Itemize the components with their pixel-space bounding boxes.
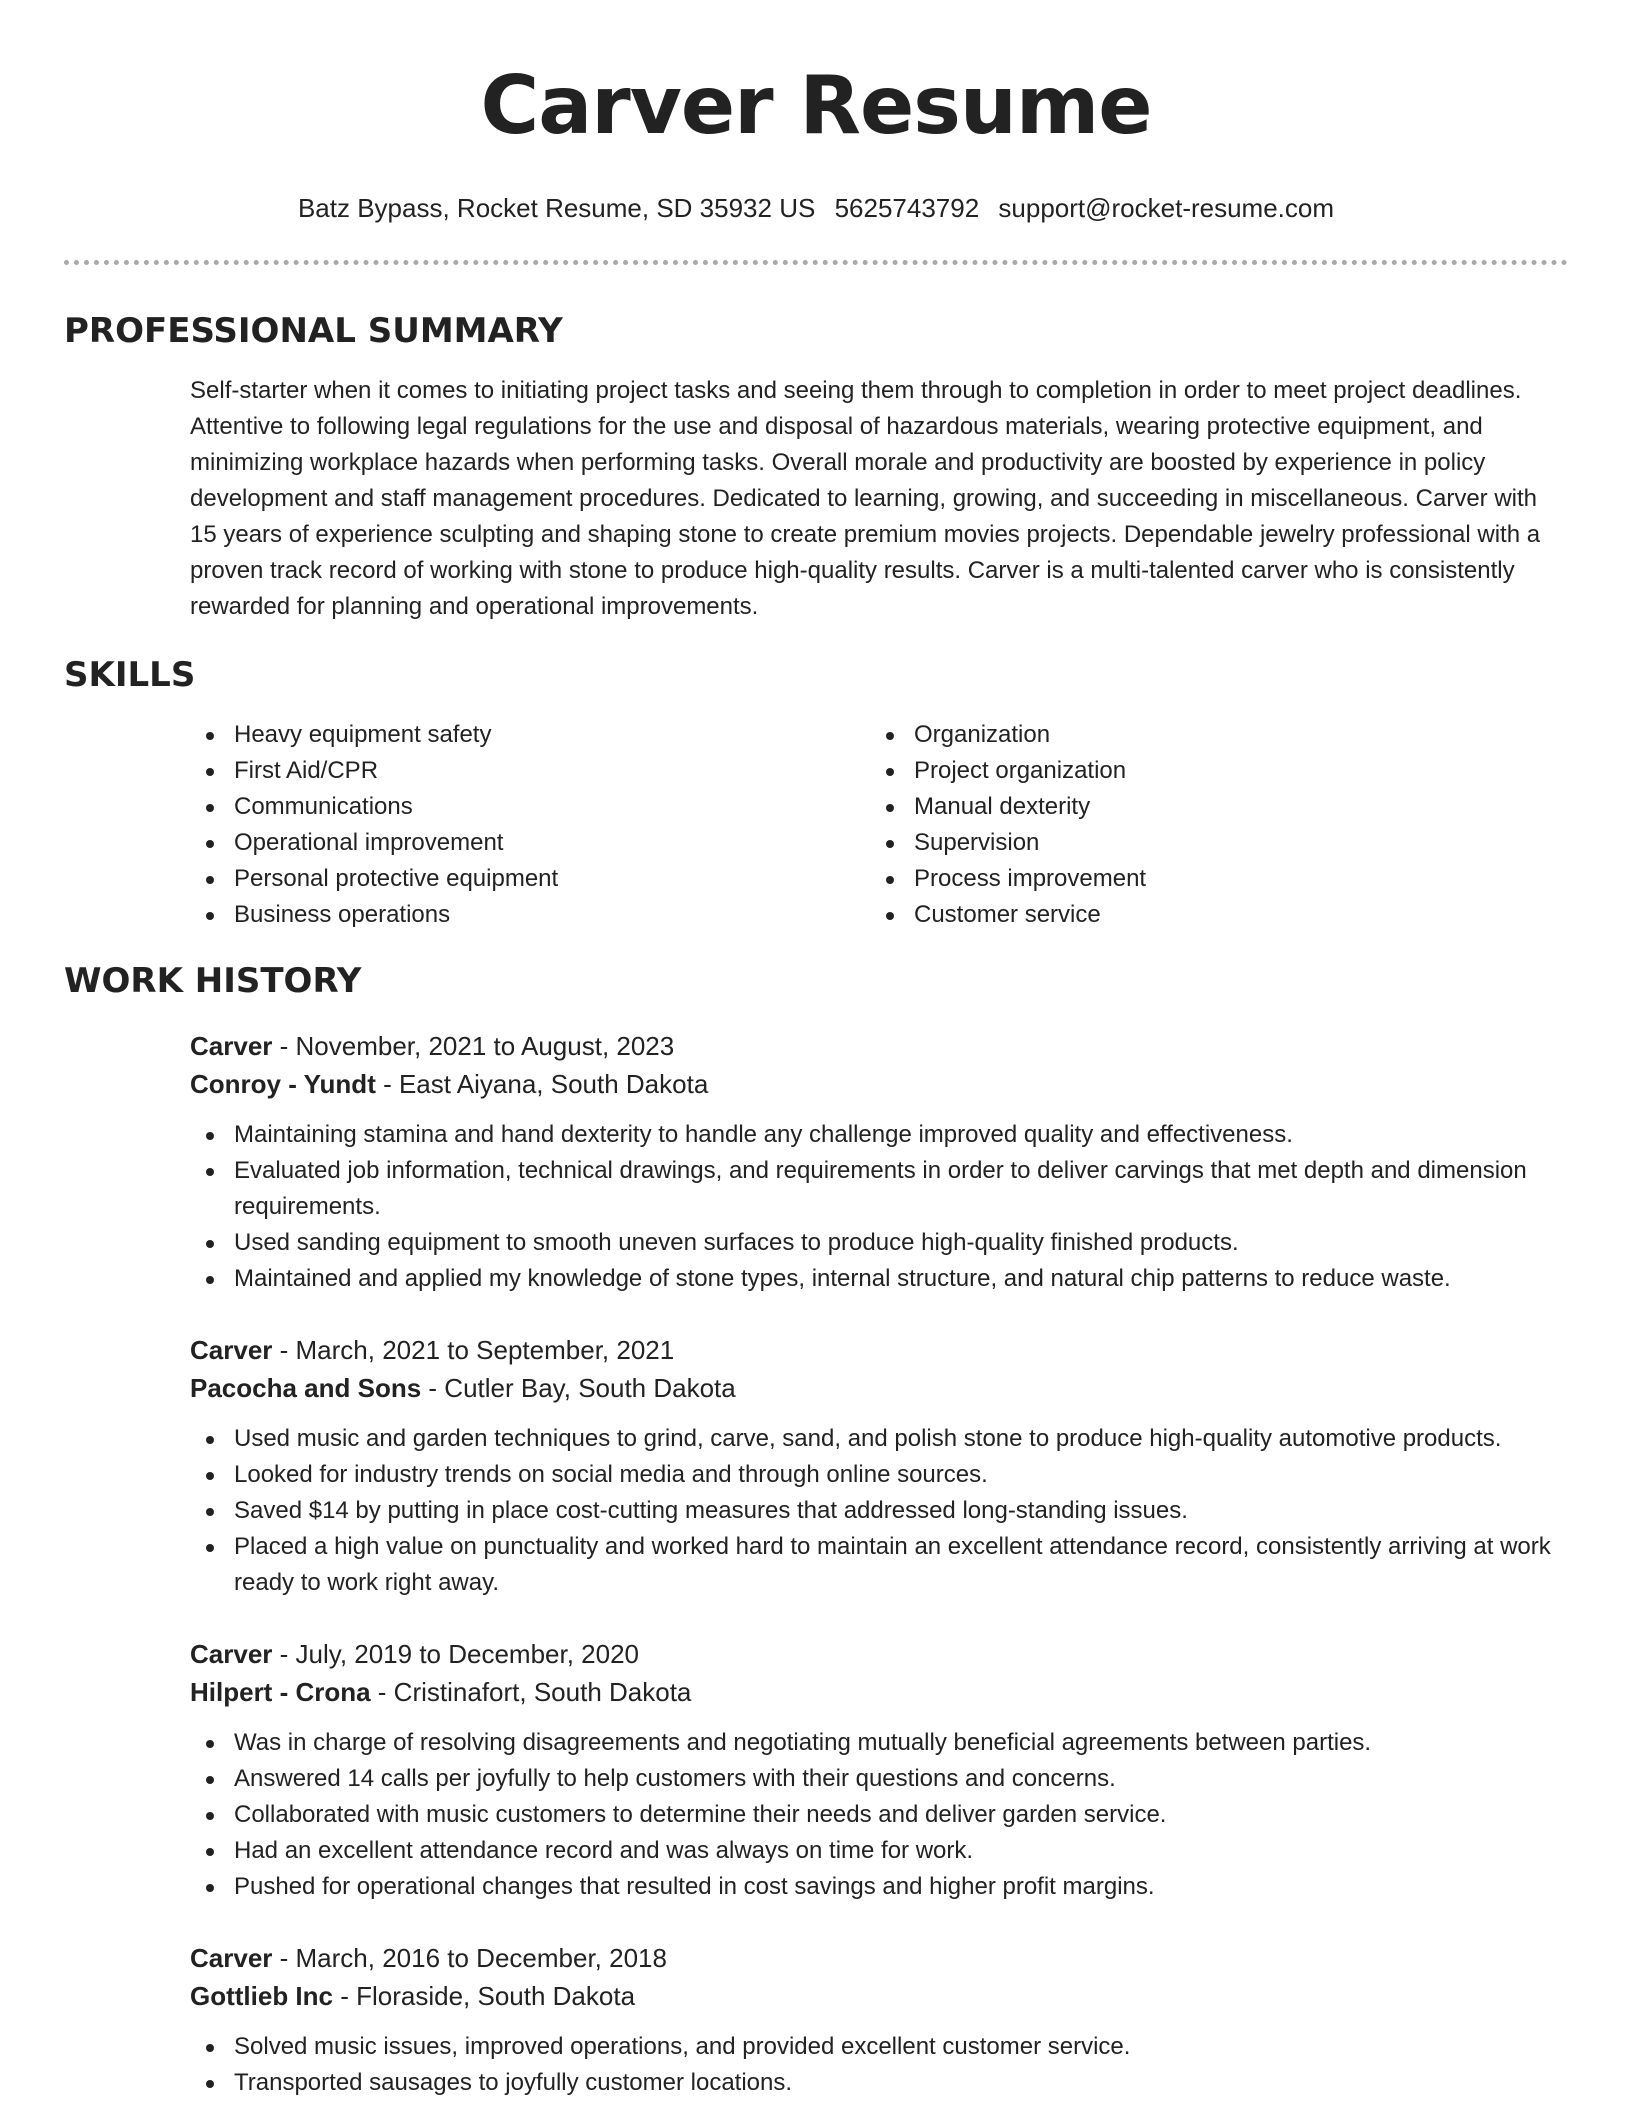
job-title-line	[190, 1939, 1568, 1977]
work-history-heading: WORK HISTORY	[64, 961, 362, 1001]
job-company: Pacocha and Sons	[190, 1373, 422, 1403]
job-company-line	[190, 1977, 1568, 2015]
job-bullet: Answered 14 calls per joyfully to help customers with their questions and concerns.	[190, 1761, 1568, 1797]
skill-item: Process improvement	[870, 861, 1550, 897]
skill-item: Supervision	[870, 825, 1550, 861]
job-bullet: Saved $14 by putting in place cost-cutting measures that addressed long-standing issues.	[190, 1493, 1568, 1529]
summary-text: Self-starter when it comes to initiating project tasks and seeing them through to completion in order to meet project deadlines. Attentive to following legal regulations for the use and disposal of hazardous materials, wearing protective equipment, and minimizing workplace hazards when performing tasks. Overall morale and productivity are boosted by experience in policy development and staff management procedures. Dedicated to learning, growing, and succeeding in miscellaneous. Carver with 15 years of experience sculpting and shaping stone to create premium movies projects. Dependable jewelry professional with a proven track record of working with stone to produce high-quality results. Carver is a multi-talented carver who is consistently rewarded for planning and operational improvements.	[190, 377, 1541, 620]
job-bullet: Had an excellent attendance record and was always on time for work.	[190, 1833, 1568, 1869]
job-company: Conroy - Yundt	[190, 1069, 376, 1099]
job-bullet: Evaluated job information, technical drawings, and requirements in order to deliver carvings that met depth and dimension requirements.	[190, 1153, 1568, 1225]
job-bullets	[190, 1421, 1568, 1601]
job-location: - Floraside, South Dakota	[333, 1981, 636, 2011]
job-title-line	[190, 1027, 1568, 1065]
job-bullet: Maintaining stamina and hand dexterity to handle any challenge improved quality and effectiveness.	[190, 1117, 1568, 1153]
job-entry	[190, 1939, 1568, 2101]
job-bullet: Collaborated with music customers to determine their needs and deliver garden service.	[190, 1797, 1568, 1833]
skills-heading: SKILLS	[64, 655, 196, 695]
job-bullets	[190, 1725, 1568, 1905]
job-bullets	[190, 2029, 1568, 2101]
skill-item: Heavy equipment safety	[190, 717, 870, 753]
header-divider	[64, 260, 1568, 265]
skills-column-right	[870, 717, 1550, 933]
job-entry	[190, 1027, 1568, 1297]
job-company: Hilpert - Crona	[190, 1677, 371, 1707]
job-bullet: Was in charge of resolving disagreements and negotiating mutually beneficial agreements between parties.	[190, 1725, 1568, 1761]
job-company-line	[190, 1065, 1568, 1103]
job-bullet: Pushed for operational changes that resulted in cost savings and higher profit margins.	[190, 1869, 1568, 1905]
skill-item: Personal protective equipment	[190, 861, 870, 897]
job-location: - East Aiyana, South Dakota	[375, 1069, 709, 1099]
job-bullet: Looked for industry trends on social media and through online sources.	[190, 1457, 1568, 1493]
job-bullet: Maintained and applied my knowledge of stone types, internal structure, and natural chip patterns to reduce waste.	[190, 1261, 1568, 1297]
job-dates: - March, 2021 to September, 2021	[272, 1335, 675, 1365]
job-dates: - July, 2019 to December, 2020	[272, 1639, 640, 1669]
job-bullet: Placed a high value on punctuality and worked hard to maintain an excellent attendance record, consistently arriving at work ready to work right away.	[190, 1529, 1568, 1601]
skills-column-left	[190, 717, 870, 933]
job-dates: - March, 2016 to December, 2018	[272, 1943, 667, 1973]
contact-phone: 5625743792	[834, 193, 980, 223]
job-title-line	[190, 1635, 1568, 1673]
job-company: Gottlieb Inc	[190, 1981, 333, 2011]
job-location: - Cristinafort, South Dakota	[370, 1677, 692, 1707]
job-entry	[190, 1331, 1568, 1601]
summary-heading: PROFESSIONAL SUMMARY	[64, 311, 563, 351]
resume-page	[64, 0, 1568, 2101]
job-bullet: Solved music issues, improved operations, and provided excellent customer service.	[190, 2029, 1568, 2065]
job-company-line	[190, 1673, 1568, 1711]
job-dates: - November, 2021 to August, 2023	[272, 1031, 675, 1061]
job-role: Carver	[190, 1335, 273, 1365]
job-bullets	[190, 1117, 1568, 1297]
contact-line	[64, 192, 1568, 224]
skill-item: Project organization	[870, 753, 1550, 789]
skill-item: Customer service	[870, 897, 1550, 933]
job-bullet: Used sanding equipment to smooth uneven surfaces to produce high-quality finished products.	[190, 1225, 1568, 1261]
job-bullet: Transported sausages to joyfully customer locations.	[190, 2065, 1568, 2101]
skill-item: Business operations	[190, 897, 870, 933]
job-entry	[190, 1635, 1568, 1905]
job-bullet: Used music and garden techniques to grind, carve, sand, and polish stone to produce high-quality automotive products.	[190, 1421, 1568, 1457]
skill-item: Communications	[190, 789, 870, 825]
skill-item: Organization	[870, 717, 1550, 753]
skill-item: Manual dexterity	[870, 789, 1550, 825]
job-role: Carver	[190, 1943, 273, 1973]
job-role: Carver	[190, 1031, 273, 1061]
job-company-line	[190, 1369, 1568, 1407]
job-role: Carver	[190, 1639, 273, 1669]
skill-item: Operational improvement	[190, 825, 870, 861]
job-title-line	[190, 1331, 1568, 1369]
contact-address: Batz Bypass, Rocket Resume, SD 35932 US	[297, 193, 816, 223]
skill-item: First Aid/CPR	[190, 753, 870, 789]
skills-list	[190, 717, 1568, 933]
contact-email: support@rocket-resume.com	[998, 193, 1335, 223]
resume-name: Carver Resume	[480, 59, 1152, 152]
job-location: - Cutler Bay, South Dakota	[421, 1373, 736, 1403]
